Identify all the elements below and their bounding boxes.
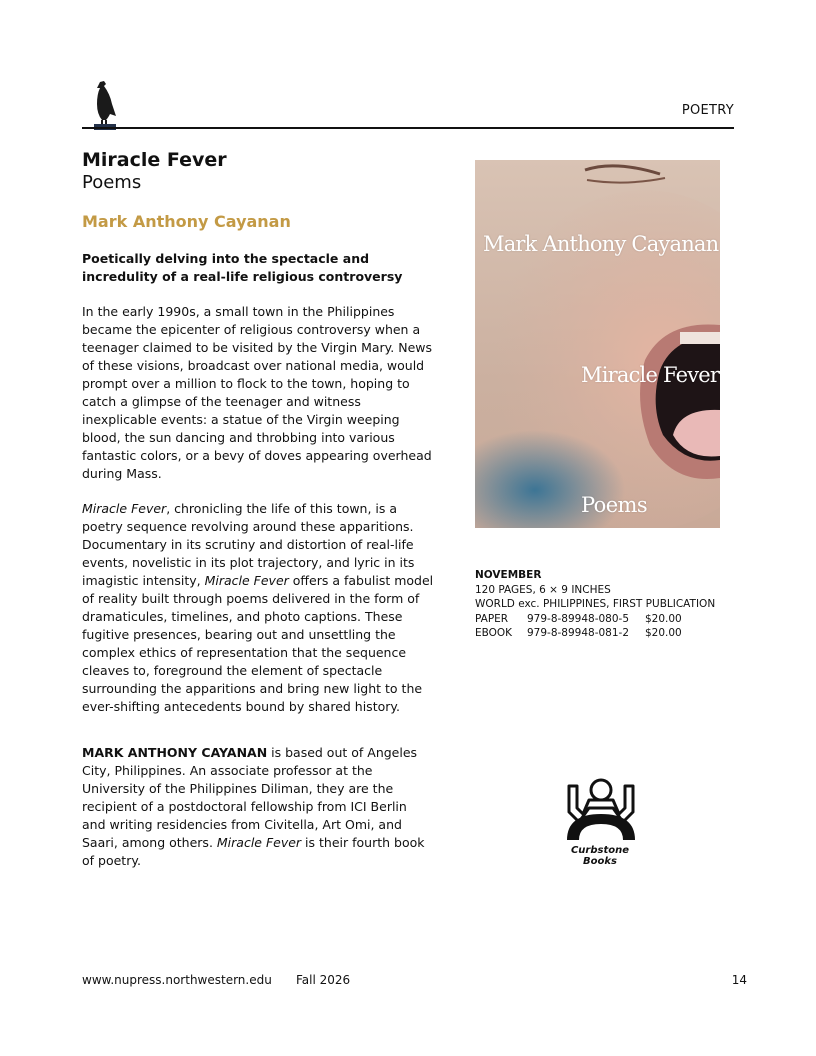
- cover-author: Mark Anthony Cayanan: [483, 232, 719, 256]
- book-subtitle: Poems: [82, 172, 142, 193]
- pub-rights: WORLD exc. PHILIPPINES, FIRST PUBLICATION: [475, 598, 716, 610]
- cover-photo: [475, 160, 720, 528]
- section-label: POETRY: [681, 103, 734, 118]
- author-bio-name: MARK ANTHONY CAYANAN: [82, 745, 268, 760]
- book-tagline: Poetically delving into the spectacle and incredulity of a real-life religious controversy: [82, 251, 403, 284]
- book-author: Mark Anthony Cayanan: [82, 212, 291, 231]
- pub-month: NOVEMBER: [475, 569, 542, 581]
- book-cover: [475, 160, 720, 528]
- italic-title: Miracle Fever: [204, 573, 289, 588]
- format-price: $20.00: [645, 612, 682, 625]
- description-paragraph-1: In the early 1990s, a small town in the Philippines became the epicenter of religious controversy when a teenager claimed to be visited by the Virgin Mary. News of these visions, broadcast over national media, would prompt over a million to flock to the town, hoping to catch a glimpse of the teenager and witness inexplicable events: a statue of the Virgin weeping blood, the sun dancing and throbbing into various fantastic colors, or a bevy of doves appearing overhead during Mass.: [82, 304, 433, 481]
- format-row: [475, 626, 715, 641]
- format-row: [475, 612, 715, 627]
- footer-season: Fall 2026: [296, 973, 351, 987]
- description-text: , chronicling the life of this town, is a poetry sequence revolving around these apparitions. Documentary in its scrutiny and distortion of real-life events, novelistic in its plot trajectory, and lyric in its imagistic intensity,: [82, 501, 415, 588]
- footer-url[interactable]: www.nupress.northwestern.edu: [82, 973, 272, 987]
- italic-title: Miracle Fever: [216, 835, 302, 850]
- format-price: $20.00: [645, 627, 682, 639]
- format-isbn: 979-8-89948-081-2: [527, 627, 630, 639]
- description-text: offers a fabulist model of reality built through poems delivered in the form of dramaticules, timelines, and photo captions. These fugitive presences, bearing out and unsettling the complex ethics of representation that the sequence cleaves to, foreground the element of spectacle surrounding the apparitions and bring new light to the ever-shifting antecedents bound by shared history.: [82, 573, 434, 714]
- imprint-name: Curbstone Books: [570, 845, 630, 867]
- format-isbn: 979-8-89948-080-5: [527, 612, 630, 625]
- cover-title: Miracle Fever: [581, 363, 720, 387]
- raven-on-book-icon: [86, 80, 118, 130]
- pub-pages: 120 PAGES, 6 × 9 INCHES: [475, 583, 611, 596]
- book-title: Miracle Fever: [82, 149, 227, 171]
- format-type: PAPER: [475, 612, 509, 625]
- page-number: 14: [731, 973, 747, 987]
- publication-details: [475, 568, 715, 641]
- book-info: [82, 148, 434, 870]
- format-type: EBOOK: [475, 627, 513, 639]
- bio-text: is based out of Angeles City, Philippines. An associate professor at the University of the Philippines Diliman, they are the recipient of a postdoctoral fellowship from ICI Berlin and writing residencies from Civitella, Art Omi, and Saari, among others.: [82, 745, 418, 850]
- author-bio: [82, 744, 434, 870]
- header-rule: [82, 127, 734, 129]
- bio-text: is their fourth book of poetry.: [82, 835, 425, 868]
- italic-title: Miracle Fever: [82, 501, 167, 516]
- cover-subtitle: Poems: [581, 493, 648, 517]
- description-paragraph-2: [82, 500, 434, 716]
